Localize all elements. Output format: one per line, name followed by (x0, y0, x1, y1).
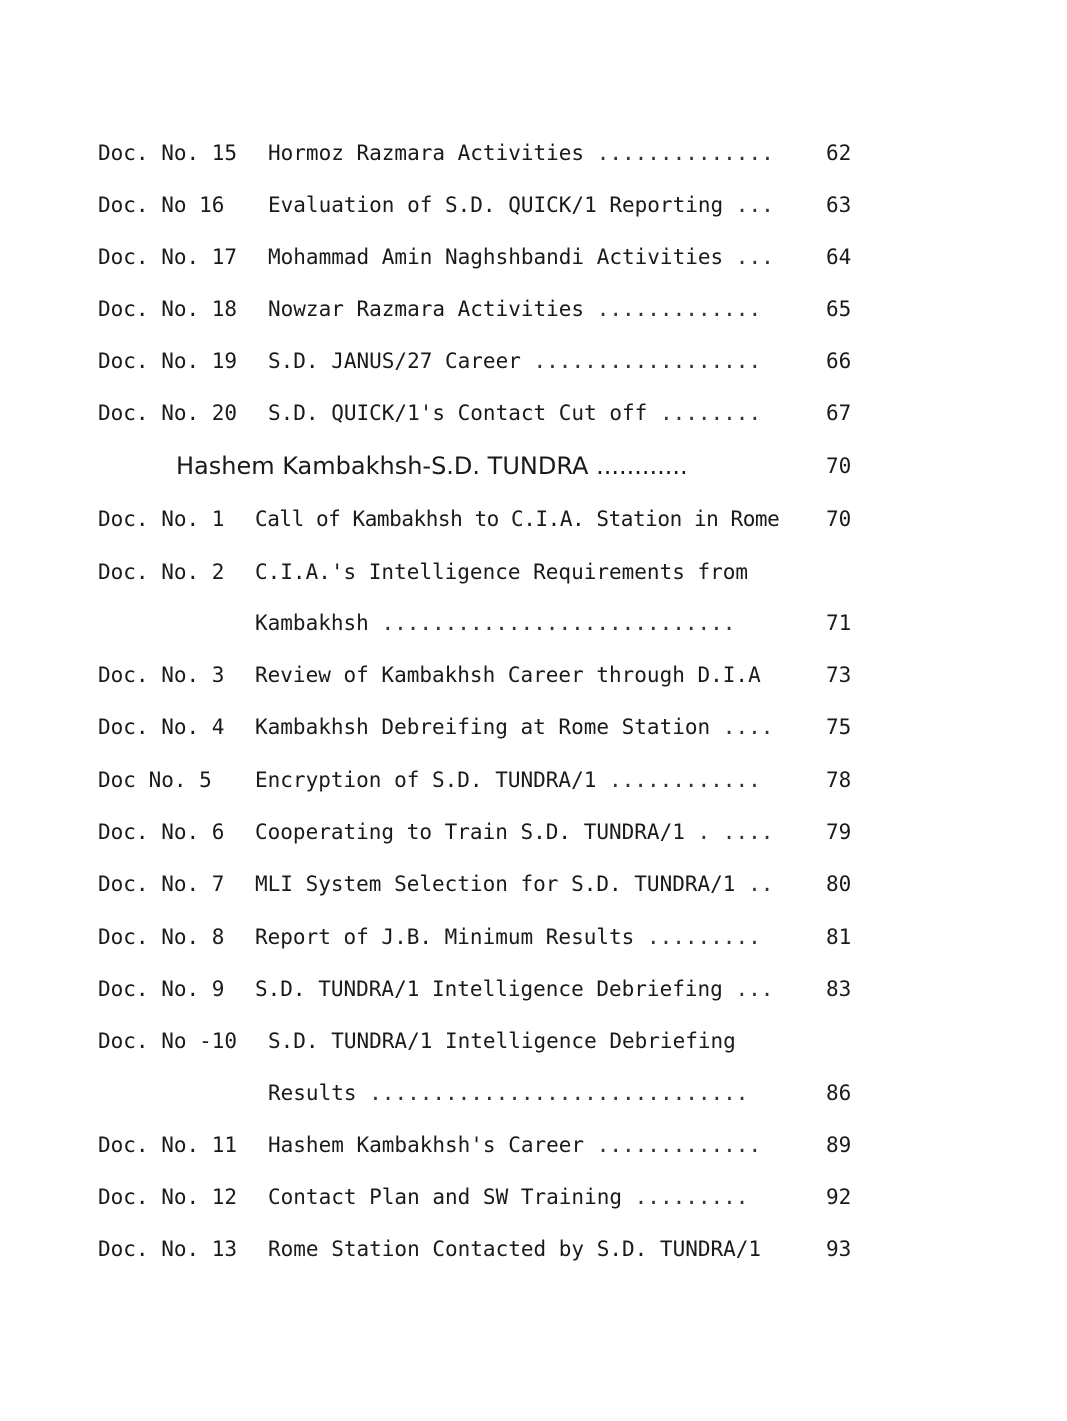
doc-number: Doc. No 16 (98, 193, 225, 217)
doc-number: Doc. No. 19 (98, 349, 238, 373)
doc-number: Doc. No. 11 (98, 1133, 238, 1157)
doc-number: Doc. No. 18 (98, 297, 238, 321)
page-number: 73 (826, 663, 852, 687)
entry-title: Review of Kambakhsh Career through D.I.A (255, 663, 761, 687)
page-number: 92 (826, 1185, 852, 1209)
doc-number: Doc. No. 15 (98, 141, 238, 165)
doc-number: Doc. No. 12 (98, 1185, 238, 1209)
page-number: 64 (826, 245, 852, 269)
doc-number: Doc. No. 8 (98, 925, 225, 949)
entry-title: Hormoz Razmara Activities .............. (268, 141, 774, 165)
page-number: 63 (826, 193, 852, 217)
page-number: 65 (826, 297, 852, 321)
doc-number: Doc. No. 20 (98, 401, 238, 425)
doc-number: Doc. No. 6 (98, 820, 225, 844)
entry-title: S.D. TUNDRA/1 Intelligence Debriefing ... (255, 977, 774, 1001)
entry-title: S.D. TUNDRA/1 Intelligence Debriefing (268, 1029, 736, 1053)
doc-number: Doc. No. 1 (98, 507, 225, 531)
page-number: 78 (826, 768, 852, 792)
entry-title: Evaluation of S.D. QUICK/1 Reporting ... (268, 193, 774, 217)
page-number: 93 (826, 1237, 852, 1261)
doc-number: Doc No. 5 (98, 768, 212, 792)
section-page-number: 70 (826, 454, 852, 478)
entry-title: Nowzar Razmara Activities ............. (268, 297, 762, 321)
doc-number: Doc. No -10 (98, 1029, 238, 1053)
entry-title: Kambakhsh Debreifing at Rome Station .... (255, 715, 774, 739)
entry-title: Mohammad Amin Naghshbandi Activities ... (268, 245, 774, 269)
entry-title: S.D. QUICK/1's Contact Cut off ........ (268, 401, 762, 425)
page-number: 83 (826, 977, 852, 1001)
page-number: 89 (826, 1133, 852, 1157)
page-number: 79 (826, 820, 852, 844)
page-number: 86 (826, 1081, 852, 1105)
page-number: 75 (826, 715, 852, 739)
entry-title: Results .............................. (268, 1081, 749, 1105)
entry-title: Encryption of S.D. TUNDRA/1 ............ (255, 768, 761, 792)
doc-number: Doc. No. 4 (98, 715, 225, 739)
page-number: 67 (826, 401, 852, 425)
doc-number: Doc. No. 17 (98, 245, 238, 269)
entry-title: Hashem Kambakhsh's Career ............. (268, 1133, 762, 1157)
page-number: 81 (826, 925, 852, 949)
entry-title: Rome Station Contacted by S.D. TUNDRA/1 (268, 1237, 762, 1261)
entry-title: Cooperating to Train S.D. TUNDRA/1 . .... (255, 820, 774, 844)
doc-number: Doc. No. 13 (98, 1237, 238, 1261)
entry-title: Contact Plan and SW Training ......... (268, 1185, 749, 1209)
entry-title: C.I.A.'s Intelligence Requirements from (255, 560, 749, 584)
page-number: 62 (826, 141, 852, 165)
entry-title: MLI System Selection for S.D. TUNDRA/1 .. (255, 872, 774, 896)
entry-title: Kambakhsh ............................ (255, 611, 736, 635)
doc-number: Doc. No. 9 (98, 977, 225, 1001)
entry-title: S.D. JANUS/27 Career .................. (268, 349, 762, 373)
doc-number: Doc. No. 7 (98, 872, 225, 896)
page-number: 80 (826, 872, 852, 896)
page-number: 70 (826, 507, 852, 531)
doc-number: Doc. No. 2 (98, 560, 225, 584)
entry-title: Call of Kambakhsh to C.I.A. Station in Rome (255, 507, 780, 531)
doc-number: Doc. No. 3 (98, 663, 225, 687)
entry-title: Report of J.B. Minimum Results ......... (255, 925, 761, 949)
page-number: 71 (826, 611, 852, 635)
page-number: 66 (826, 349, 852, 373)
section-heading: Hashem Kambakhsh-S.D. TUNDRA ............ (176, 452, 688, 480)
